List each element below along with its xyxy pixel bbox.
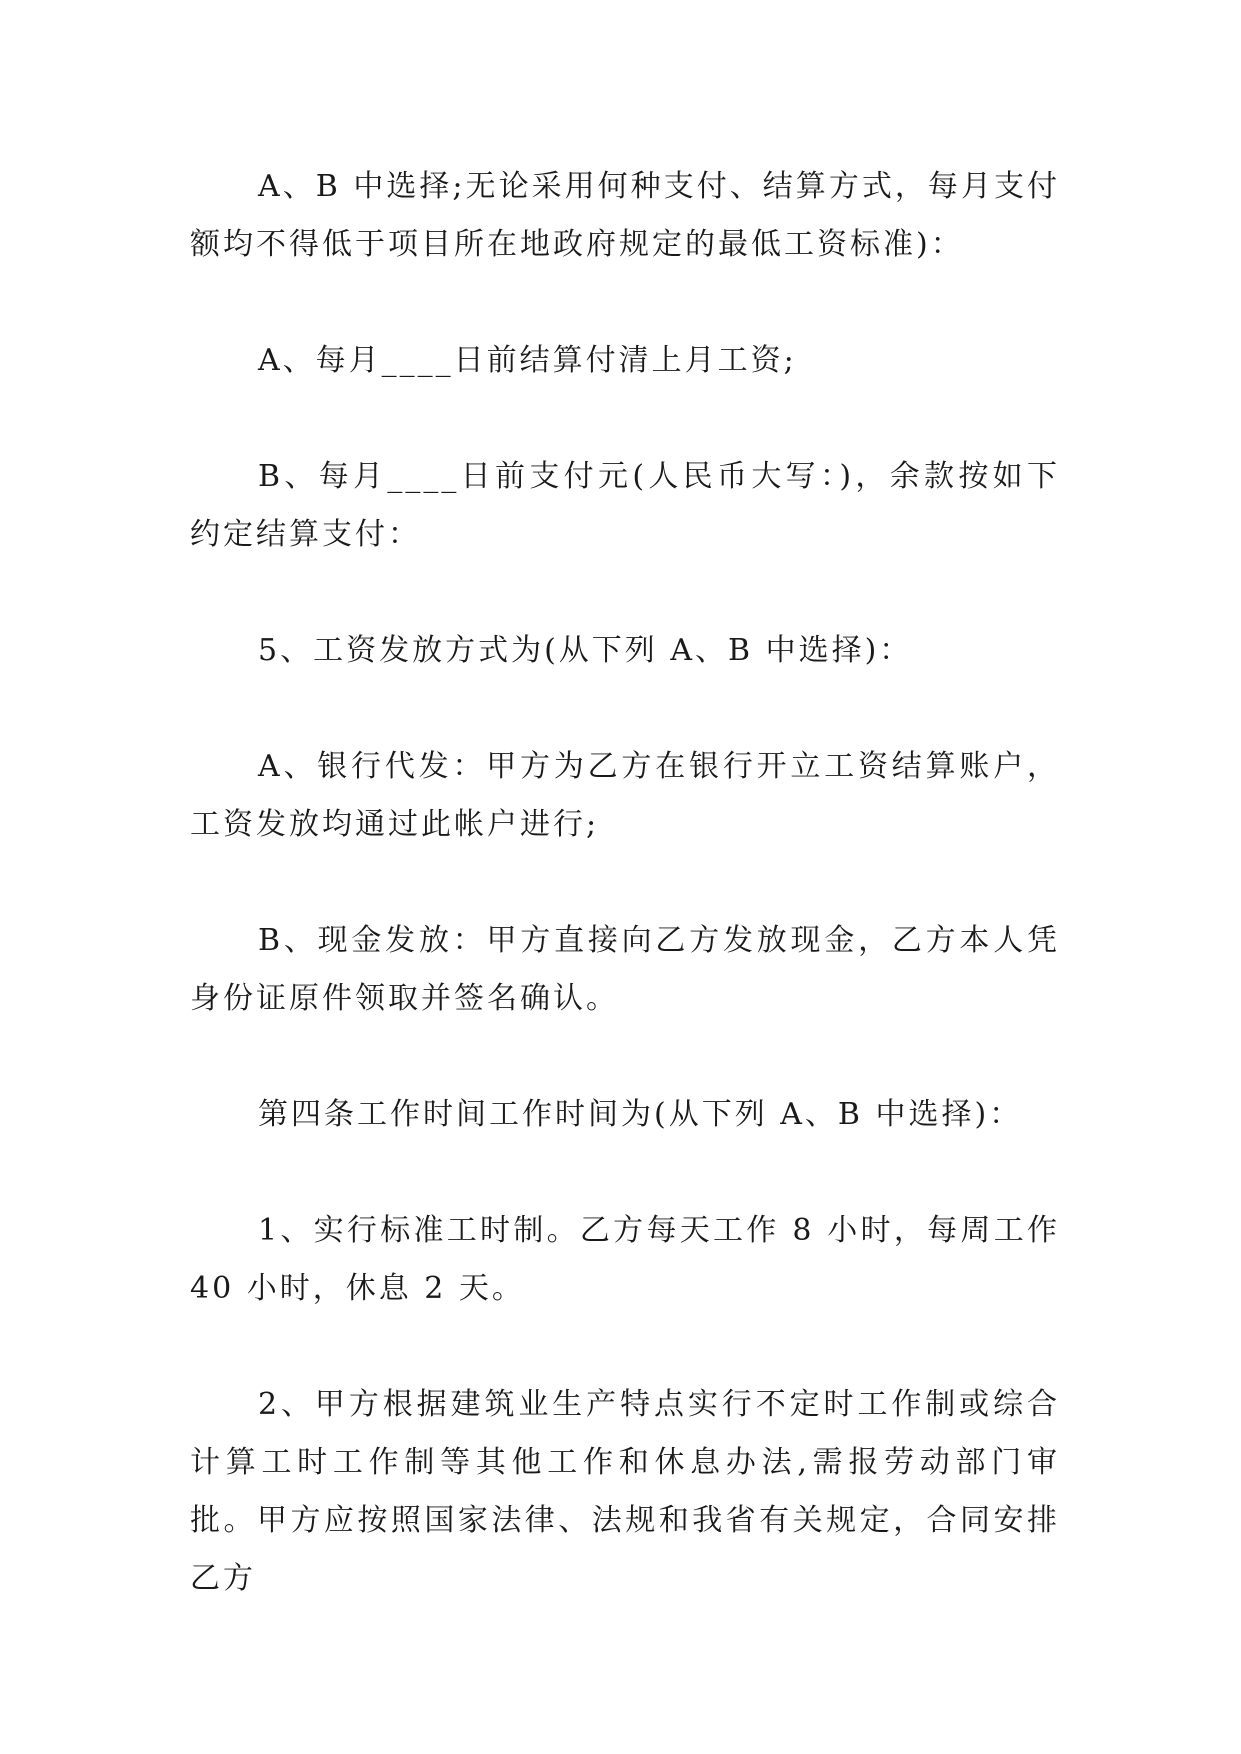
- paragraph-option-b-partial-payment: B、每月____日前支付元(人民币大写：)，余款按如下约定结算支付：: [190, 459, 1060, 552]
- paragraph-article-four-heading: 第四条工作时间工作时间为(从下列 A、B 中选择)：: [258, 1097, 1023, 1132]
- paragraph-option-a-monthly-settlement: A、每月____日前结算付清上月工资;: [258, 343, 797, 378]
- document-body: [190, 158, 1060, 1666]
- paragraph-flexible-hours: 2、甲方根据建筑业生产特点实行不定时工作制或综合计算工时工作制等其他工作和休息办法,需报劳动部门审批。甲方应按照国家法律、法规和我省有关规定，合同安排乙方: [190, 1387, 1060, 1596]
- paragraph-bank-payment: A、银行代发：甲方为乙方在银行开立工资结算账户，工资发放均通过此帐户进行;: [190, 749, 1060, 842]
- paragraph-cash-payment: B、现金发放：甲方直接向乙方发放现金，乙方本人凭身份证原件领取并签名确认。: [190, 923, 1060, 1016]
- paragraph-standard-hours: 1、实行标准工时制。乙方每天工作 8 小时，每周工作 40 小时，休息 2 天。: [190, 1213, 1060, 1306]
- paragraph-payment-options: A、B 中选择;无论采用何种支付、结算方式，每月支付额均不得低于项目所在地政府规定的最低工资标准)：: [190, 169, 1060, 262]
- paragraph-wage-method: 5、工资发放方式为(从下列 A、B 中选择)：: [258, 633, 913, 668]
